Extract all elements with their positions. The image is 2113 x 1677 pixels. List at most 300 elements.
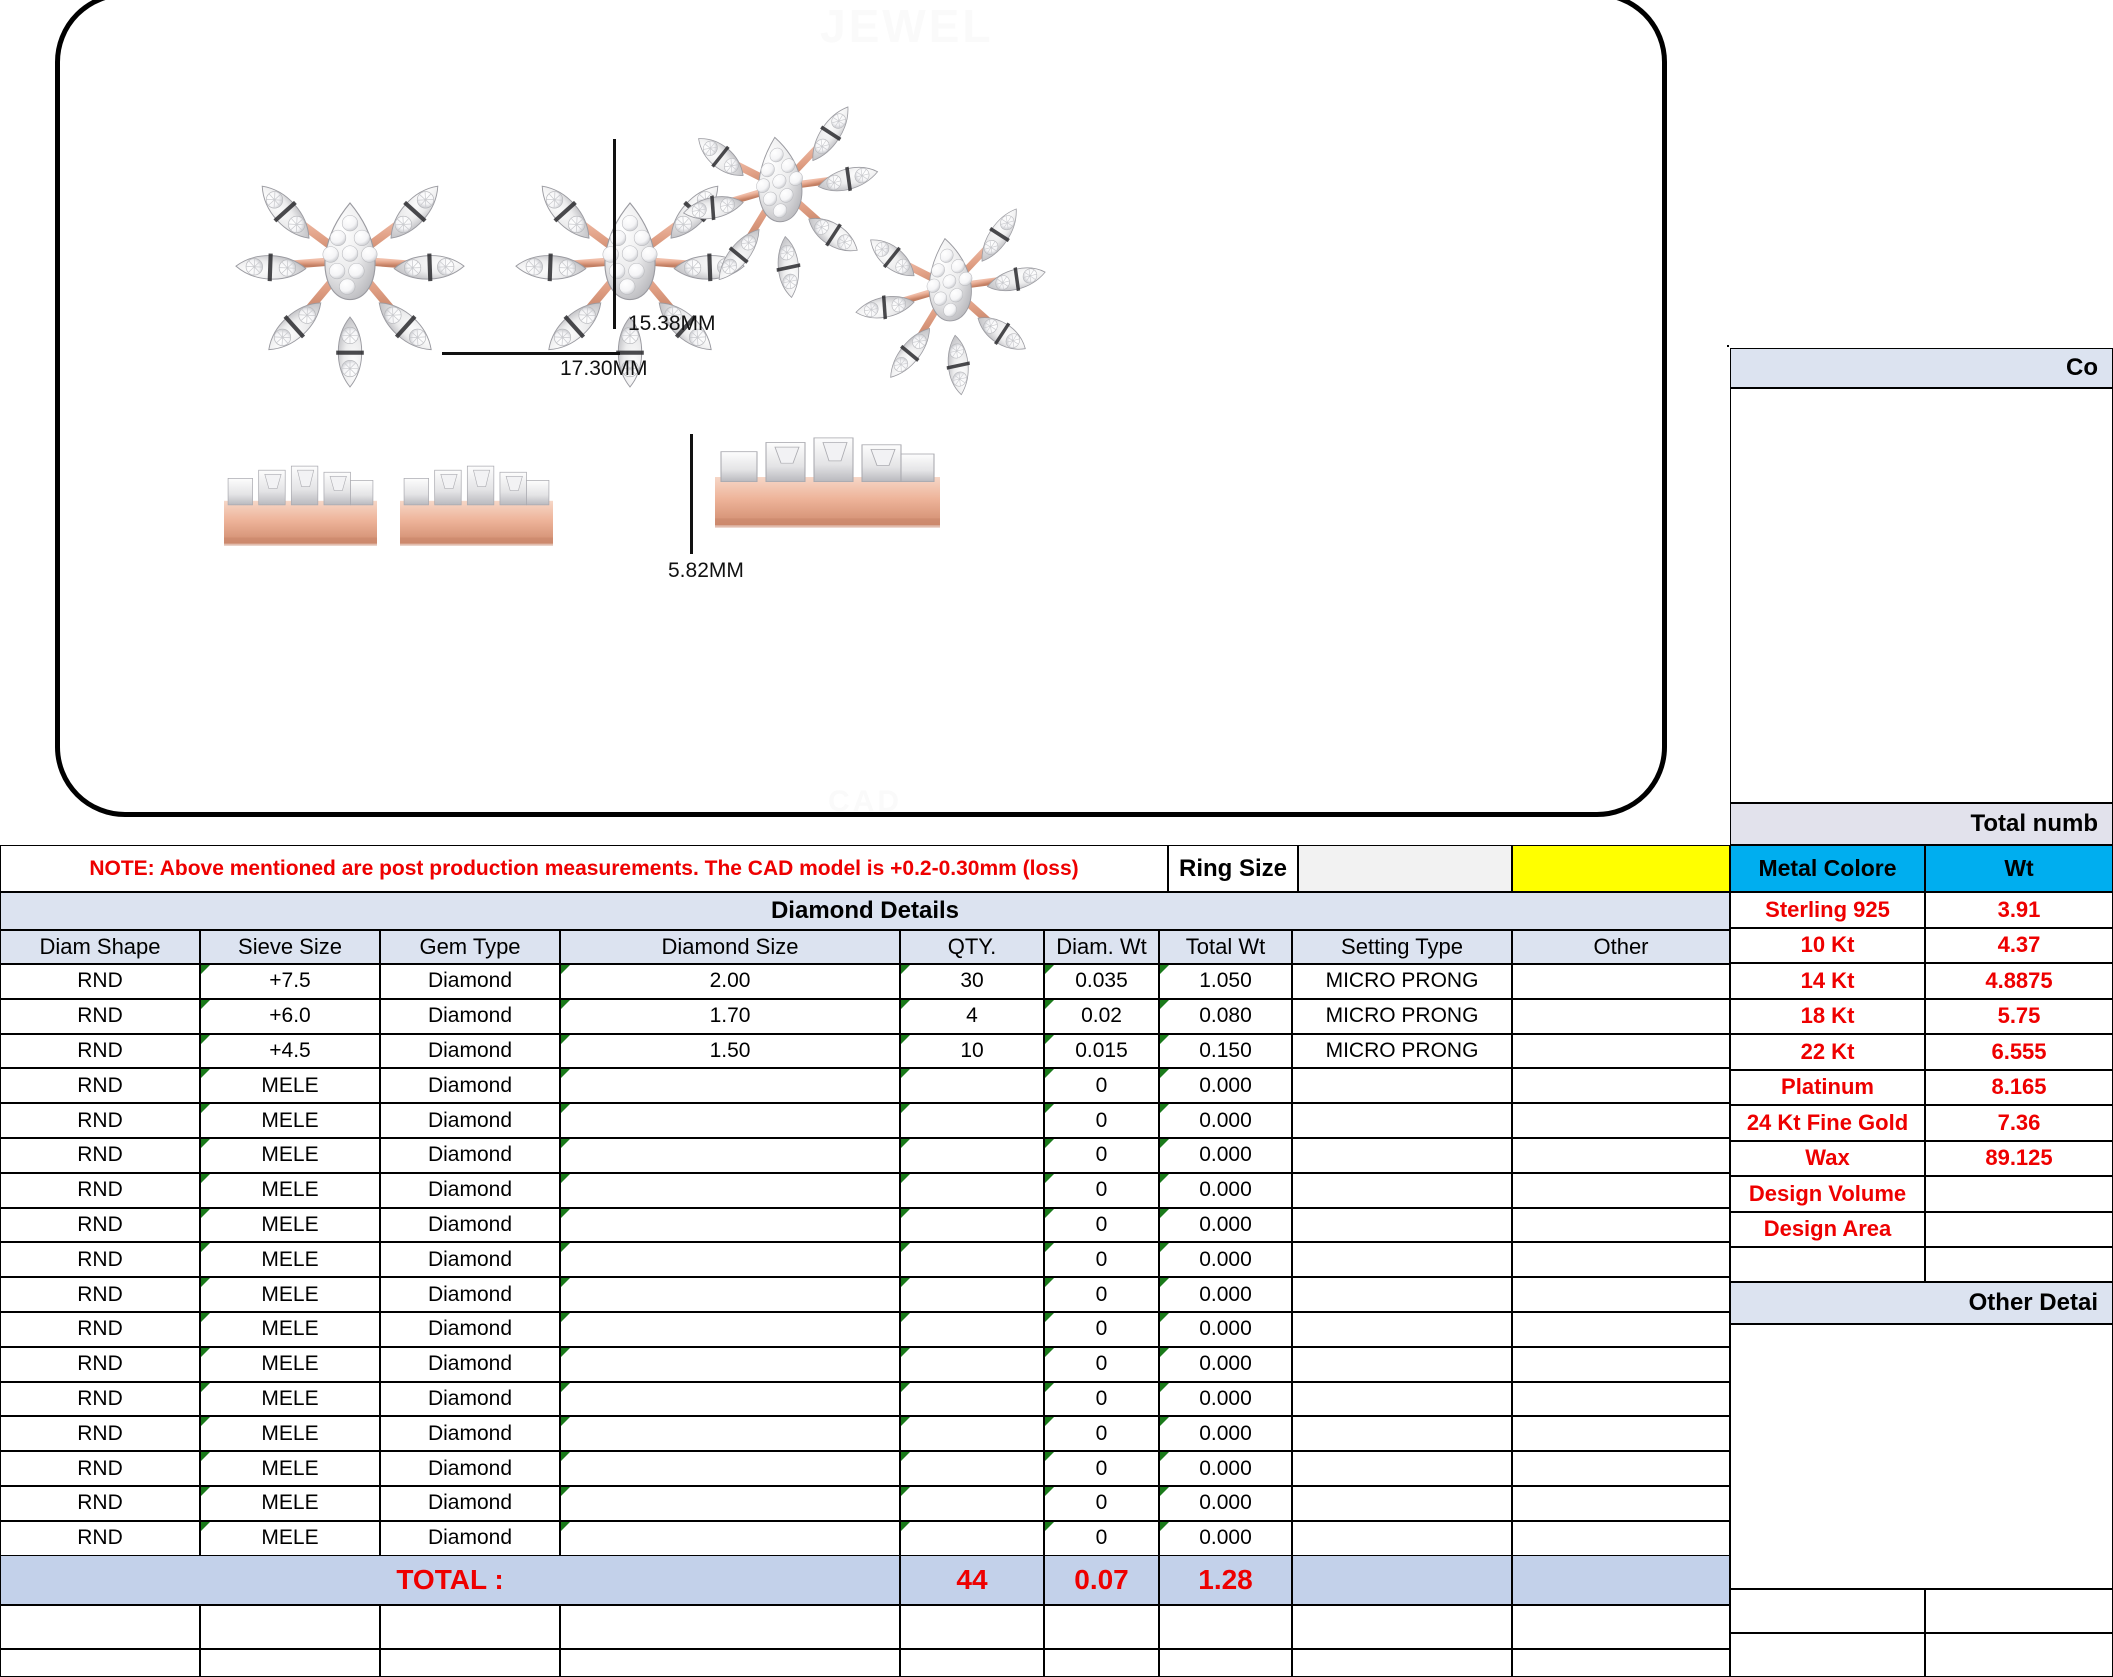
dd-cell-sieve[interactable]: MELE bbox=[200, 1521, 380, 1556]
dd-cell-shape[interactable]: RND bbox=[0, 1034, 200, 1069]
footer-blank-cell[interactable] bbox=[200, 1649, 380, 1677]
excel-error-indicator-icon bbox=[201, 1417, 210, 1426]
dd-cell-diam_wt[interactable]: 0 bbox=[1044, 1068, 1159, 1103]
excel-error-indicator-icon bbox=[561, 1313, 570, 1322]
dd-cell-size[interactable] bbox=[560, 1277, 900, 1312]
dd-cell-total_wt[interactable]: 0.000 bbox=[1159, 1277, 1292, 1312]
excel-error-indicator-icon bbox=[1045, 1000, 1054, 1009]
dd-cell-gem[interactable]: Diamond bbox=[380, 1242, 560, 1277]
total-diam-wt: 0.07 bbox=[1044, 1555, 1159, 1605]
dim-depth-label: 5.82MM bbox=[668, 559, 744, 582]
watermark-bottom: CAD bbox=[828, 785, 902, 817]
excel-error-indicator-icon bbox=[1045, 1035, 1054, 1044]
dd-cell-qty[interactable] bbox=[900, 1138, 1044, 1173]
excel-error-indicator-icon bbox=[901, 1313, 910, 1322]
dd-cell-diam_wt[interactable]: 0 bbox=[1044, 1208, 1159, 1243]
dim-height-label: 15.38MM bbox=[628, 312, 716, 335]
dd-cell-gem[interactable]: Diamond bbox=[380, 1416, 560, 1451]
dd-cell-shape[interactable]: RND bbox=[0, 999, 200, 1034]
metal-wt-cell[interactable]: 8.165 bbox=[1925, 1070, 2113, 1106]
dd-cell-size[interactable] bbox=[560, 1486, 900, 1521]
excel-error-indicator-icon bbox=[1045, 1209, 1054, 1218]
dd-cell-total_wt[interactable]: 0.000 bbox=[1159, 1103, 1292, 1138]
dd-cell-setting[interactable] bbox=[1292, 1242, 1512, 1277]
excel-error-indicator-icon bbox=[1160, 1069, 1169, 1078]
excel-error-indicator-icon bbox=[1160, 1348, 1169, 1357]
dd-cell-diam_wt[interactable]: 0 bbox=[1044, 1382, 1159, 1417]
excel-error-indicator-icon bbox=[1160, 1278, 1169, 1287]
dd-cell-setting[interactable] bbox=[1292, 1277, 1512, 1312]
dd-cell-setting[interactable] bbox=[1292, 1173, 1512, 1208]
dd-cell-shape[interactable]: RND bbox=[0, 1312, 200, 1347]
excel-error-indicator-icon bbox=[901, 1174, 910, 1183]
dd-cell-total_wt[interactable]: 0.000 bbox=[1159, 1138, 1292, 1173]
dd-cell-gem[interactable]: Diamond bbox=[380, 1486, 560, 1521]
dd-cell-other[interactable] bbox=[1512, 1347, 1730, 1382]
dd-cell-qty[interactable] bbox=[900, 1382, 1044, 1417]
dd-cell-other[interactable] bbox=[1512, 1521, 1730, 1556]
dd-cell-shape[interactable]: RND bbox=[0, 1416, 200, 1451]
dd-cell-qty[interactable] bbox=[900, 1486, 1044, 1521]
excel-error-indicator-icon bbox=[1045, 1383, 1054, 1392]
dd-cell-sieve[interactable]: MELE bbox=[200, 1312, 380, 1347]
excel-error-indicator-icon bbox=[901, 1417, 910, 1426]
dd-cell-diam_wt[interactable]: 0 bbox=[1044, 1416, 1159, 1451]
dd-cell-diam_wt[interactable]: 0.035 bbox=[1044, 964, 1159, 999]
excel-error-indicator-icon bbox=[1045, 1139, 1054, 1148]
excel-error-indicator-icon bbox=[901, 1278, 910, 1287]
excel-error-indicator-icon bbox=[901, 965, 910, 974]
dd-cell-total_wt[interactable]: 0.150 bbox=[1159, 1034, 1292, 1069]
footer-blank-cell[interactable] bbox=[560, 1605, 900, 1649]
dd-cell-other[interactable] bbox=[1512, 1382, 1730, 1417]
footer-blank-cell[interactable] bbox=[0, 1649, 200, 1677]
dd-cell-other[interactable] bbox=[1512, 1312, 1730, 1347]
dd-cell-other[interactable] bbox=[1512, 999, 1730, 1034]
dd-cell-size[interactable]: 1.50 bbox=[560, 1034, 900, 1069]
dd-cell-gem[interactable]: Diamond bbox=[380, 1208, 560, 1243]
footer-blank-cell[interactable] bbox=[1044, 1649, 1159, 1677]
dd-cell-qty[interactable]: 4 bbox=[900, 999, 1044, 1034]
dim-depth-line bbox=[690, 434, 693, 554]
dd-col-header-diam_wt: Diam. Wt bbox=[1044, 930, 1159, 964]
dd-cell-sieve[interactable]: +7.5 bbox=[200, 964, 380, 999]
excel-error-indicator-icon bbox=[561, 1452, 570, 1461]
total-setting-blank bbox=[1292, 1555, 1512, 1605]
footer-blank-cell[interactable] bbox=[900, 1605, 1044, 1649]
metal-wt-cell[interactable]: 4.37 bbox=[1925, 928, 2113, 964]
dd-cell-size[interactable] bbox=[560, 1347, 900, 1382]
excel-error-indicator-icon bbox=[201, 1348, 210, 1357]
dd-cell-gem[interactable]: Diamond bbox=[380, 1034, 560, 1069]
excel-error-indicator-icon bbox=[201, 1243, 210, 1252]
metal-wt-header: Wt bbox=[1925, 845, 2113, 892]
dd-cell-other[interactable] bbox=[1512, 1068, 1730, 1103]
footer-cell-r1c2[interactable] bbox=[1925, 1589, 2113, 1633]
dd-cell-gem[interactable]: Diamond bbox=[380, 1277, 560, 1312]
dd-cell-size[interactable] bbox=[560, 1242, 900, 1277]
excel-error-indicator-icon bbox=[1160, 1313, 1169, 1322]
dd-cell-diam_wt[interactable]: 0 bbox=[1044, 1173, 1159, 1208]
excel-error-indicator-icon bbox=[561, 1139, 570, 1148]
dd-cell-other[interactable] bbox=[1512, 1138, 1730, 1173]
dd-cell-qty[interactable] bbox=[900, 1521, 1044, 1556]
dd-cell-qty[interactable] bbox=[900, 1208, 1044, 1243]
dd-cell-total_wt[interactable]: 0.000 bbox=[1159, 1451, 1292, 1486]
excel-error-indicator-icon bbox=[901, 1209, 910, 1218]
dd-cell-other[interactable] bbox=[1512, 1034, 1730, 1069]
dd-cell-qty[interactable] bbox=[900, 1312, 1044, 1347]
excel-error-indicator-icon bbox=[561, 1209, 570, 1218]
dd-cell-qty[interactable] bbox=[900, 1103, 1044, 1138]
dd-cell-other[interactable] bbox=[1512, 964, 1730, 999]
dd-cell-size[interactable]: 1.70 bbox=[560, 999, 900, 1034]
dd-cell-gem[interactable]: Diamond bbox=[380, 999, 560, 1034]
footer-blank-cell[interactable] bbox=[900, 1649, 1044, 1677]
dd-cell-qty[interactable] bbox=[900, 1451, 1044, 1486]
dd-cell-size[interactable] bbox=[560, 1451, 900, 1486]
excel-error-indicator-icon bbox=[901, 1522, 910, 1531]
dd-cell-total_wt[interactable]: 0.000 bbox=[1159, 1208, 1292, 1243]
dd-cell-qty[interactable] bbox=[900, 1277, 1044, 1312]
dd-cell-size[interactable] bbox=[560, 1068, 900, 1103]
excel-error-indicator-icon bbox=[201, 1069, 210, 1078]
dd-cell-setting[interactable] bbox=[1292, 1382, 1512, 1417]
dd-cell-size[interactable] bbox=[560, 1208, 900, 1243]
footer-cell-r2c1[interactable] bbox=[1730, 1633, 1925, 1677]
comments-header: Co bbox=[1730, 348, 2113, 388]
dd-cell-shape[interactable]: RND bbox=[0, 1486, 200, 1521]
dd-cell-other[interactable] bbox=[1512, 1242, 1730, 1277]
excel-error-indicator-icon bbox=[1160, 1104, 1169, 1113]
dd-cell-size[interactable] bbox=[560, 1312, 900, 1347]
dd-cell-total_wt[interactable]: 0.000 bbox=[1159, 1242, 1292, 1277]
dd-cell-setting[interactable]: MICRO PRONG bbox=[1292, 1034, 1512, 1069]
excel-error-indicator-icon bbox=[1045, 1487, 1054, 1496]
dd-cell-other[interactable] bbox=[1512, 1486, 1730, 1521]
dd-cell-qty[interactable] bbox=[900, 1242, 1044, 1277]
dd-cell-diam_wt[interactable]: 0 bbox=[1044, 1451, 1159, 1486]
metal-blank-row-metal[interactable] bbox=[1730, 1247, 1925, 1282]
dd-cell-total_wt[interactable]: 0.080 bbox=[1159, 999, 1292, 1034]
excel-error-indicator-icon bbox=[561, 1243, 570, 1252]
footer-blank-cell[interactable] bbox=[1292, 1605, 1512, 1649]
excel-error-indicator-icon bbox=[1160, 965, 1169, 974]
metal-wt-cell[interactable]: 5.75 bbox=[1925, 999, 2113, 1035]
footer-blank-cell[interactable] bbox=[200, 1605, 380, 1649]
footer-blank-cell[interactable] bbox=[1044, 1605, 1159, 1649]
metal-name-cell: 24 Kt Fine Gold bbox=[1730, 1105, 1925, 1141]
dd-cell-gem[interactable]: Diamond bbox=[380, 1347, 560, 1382]
excel-error-indicator-icon bbox=[201, 1313, 210, 1322]
excel-error-indicator-icon bbox=[901, 1035, 910, 1044]
excel-error-indicator-icon bbox=[1045, 1452, 1054, 1461]
other-detail-body[interactable] bbox=[1730, 1324, 2113, 1589]
metal-name-cell: Wax bbox=[1730, 1141, 1925, 1177]
dd-cell-gem[interactable]: Diamond bbox=[380, 1173, 560, 1208]
excel-error-indicator-icon bbox=[561, 965, 570, 974]
excel-error-indicator-icon bbox=[201, 1487, 210, 1496]
dd-cell-diam_wt[interactable]: 0 bbox=[1044, 1312, 1159, 1347]
dd-cell-other[interactable] bbox=[1512, 1208, 1730, 1243]
excel-error-indicator-icon bbox=[201, 1209, 210, 1218]
dd-cell-gem[interactable]: Diamond bbox=[380, 1138, 560, 1173]
footer-blank-cell[interactable] bbox=[1159, 1649, 1292, 1677]
excel-error-indicator-icon bbox=[1045, 1313, 1054, 1322]
dd-cell-setting[interactable] bbox=[1292, 1486, 1512, 1521]
excel-error-indicator-icon bbox=[561, 1174, 570, 1183]
comments-body[interactable] bbox=[1730, 388, 2113, 803]
footer-cell-r2c2[interactable] bbox=[1925, 1633, 2113, 1677]
excel-error-indicator-icon bbox=[901, 1452, 910, 1461]
dd-cell-sieve[interactable]: MELE bbox=[200, 1347, 380, 1382]
excel-error-indicator-icon bbox=[901, 1383, 910, 1392]
metal-wt-cell[interactable]: 3.91 bbox=[1925, 892, 2113, 928]
excel-error-indicator-icon bbox=[1160, 1417, 1169, 1426]
dd-cell-gem[interactable]: Diamond bbox=[380, 1451, 560, 1486]
dd-cell-shape[interactable]: RND bbox=[0, 1242, 200, 1277]
dd-cell-total_wt[interactable]: 0.000 bbox=[1159, 1312, 1292, 1347]
excel-error-indicator-icon bbox=[561, 1417, 570, 1426]
ring-size-label: Ring Size bbox=[1168, 845, 1298, 892]
excel-error-indicator-icon bbox=[901, 1069, 910, 1078]
excel-error-indicator-icon bbox=[901, 1243, 910, 1252]
dd-cell-qty[interactable] bbox=[900, 1068, 1044, 1103]
metal-wt-cell[interactable] bbox=[1925, 1212, 2113, 1248]
total-label-cell bbox=[0, 1555, 900, 1605]
footer-blank-cell[interactable] bbox=[1512, 1649, 1730, 1677]
dd-cell-shape[interactable]: RND bbox=[0, 1347, 200, 1382]
excel-error-indicator-icon bbox=[1160, 1209, 1169, 1218]
dd-cell-shape[interactable]: RND bbox=[0, 1068, 200, 1103]
dd-cell-sieve[interactable]: MELE bbox=[200, 1486, 380, 1521]
excel-error-indicator-icon bbox=[201, 1383, 210, 1392]
dd-cell-gem[interactable]: Diamond bbox=[380, 1521, 560, 1556]
dd-cell-diam_wt[interactable]: 0 bbox=[1044, 1103, 1159, 1138]
excel-error-indicator-icon bbox=[201, 1278, 210, 1287]
dd-cell-gem[interactable]: Diamond bbox=[380, 1312, 560, 1347]
dd-cell-sieve[interactable]: MELE bbox=[200, 1451, 380, 1486]
earring-side-view-depth bbox=[715, 417, 1015, 547]
excel-error-indicator-icon bbox=[561, 1522, 570, 1531]
metal-wt-cell[interactable]: 4.8875 bbox=[1925, 963, 2113, 999]
dd-cell-other[interactable] bbox=[1512, 1173, 1730, 1208]
footer-cell-r1c1[interactable] bbox=[1730, 1589, 1925, 1633]
dim-width-line bbox=[442, 352, 620, 355]
dd-cell-qty[interactable]: 30 bbox=[900, 964, 1044, 999]
dd-cell-shape[interactable]: RND bbox=[0, 1173, 200, 1208]
dd-cell-sieve[interactable]: MELE bbox=[200, 1138, 380, 1173]
excel-error-indicator-icon bbox=[561, 1000, 570, 1009]
dd-cell-gem[interactable]: Diamond bbox=[380, 964, 560, 999]
dd-cell-shape[interactable]: RND bbox=[0, 964, 200, 999]
dd-cell-shape[interactable]: RND bbox=[0, 1521, 200, 1556]
dd-cell-sieve[interactable]: +4.5 bbox=[200, 1034, 380, 1069]
dd-cell-shape[interactable]: RND bbox=[0, 1277, 200, 1312]
dd-cell-shape[interactable]: RND bbox=[0, 1382, 200, 1417]
excel-error-indicator-icon bbox=[1045, 1522, 1054, 1531]
excel-error-indicator-icon bbox=[1045, 1243, 1054, 1252]
dd-cell-sieve[interactable]: MELE bbox=[200, 1277, 380, 1312]
excel-error-indicator-icon bbox=[561, 1383, 570, 1392]
dd-cell-size[interactable] bbox=[560, 1138, 900, 1173]
dd-cell-size[interactable] bbox=[560, 1416, 900, 1451]
dd-cell-shape[interactable]: RND bbox=[0, 1138, 200, 1173]
dd-cell-diam_wt[interactable]: 0 bbox=[1044, 1521, 1159, 1556]
excel-error-indicator-icon bbox=[1045, 1417, 1054, 1426]
dd-cell-diam_wt[interactable]: 0.02 bbox=[1044, 999, 1159, 1034]
dd-cell-diam_wt[interactable]: 0 bbox=[1044, 1347, 1159, 1382]
excel-error-indicator-icon bbox=[201, 1139, 210, 1148]
total-other-blank bbox=[1512, 1555, 1730, 1605]
dd-cell-qty[interactable] bbox=[900, 1347, 1044, 1382]
footer-blank-cell[interactable] bbox=[380, 1605, 560, 1649]
ring-size-value[interactable] bbox=[1298, 845, 1512, 892]
dd-col-header-size: Diamond Size bbox=[560, 930, 900, 964]
excel-error-indicator-icon bbox=[1160, 1174, 1169, 1183]
excel-error-indicator-icon bbox=[1160, 1452, 1169, 1461]
dd-cell-shape[interactable]: RND bbox=[0, 1208, 200, 1243]
dd-cell-shape[interactable]: RND bbox=[0, 1451, 200, 1486]
dd-cell-sieve[interactable]: MELE bbox=[200, 1242, 380, 1277]
watermark-top: JEWEL bbox=[820, 0, 994, 52]
dd-cell-setting[interactable]: MICRO PRONG bbox=[1292, 999, 1512, 1034]
ring-size-highlight-cell[interactable] bbox=[1512, 845, 1730, 892]
excel-error-indicator-icon bbox=[1045, 1069, 1054, 1078]
metal-colore-header: Metal Colore bbox=[1730, 845, 1925, 892]
dd-cell-sieve[interactable]: MELE bbox=[200, 1068, 380, 1103]
metal-wt-cell[interactable]: 89.125 bbox=[1925, 1141, 2113, 1177]
dim-height-line bbox=[613, 139, 616, 329]
dd-cell-size[interactable] bbox=[560, 1382, 900, 1417]
dd-col-header-sieve: Sieve Size bbox=[200, 930, 380, 964]
metal-name-cell: 18 Kt bbox=[1730, 999, 1925, 1035]
metal-name-cell: Design Area bbox=[1730, 1212, 1925, 1248]
excel-error-indicator-icon bbox=[901, 1139, 910, 1148]
metal-name-cell: 10 Kt bbox=[1730, 928, 1925, 964]
dd-col-header-other: Other bbox=[1512, 930, 1730, 964]
dd-cell-other[interactable] bbox=[1512, 1277, 1730, 1312]
dd-cell-setting[interactable] bbox=[1292, 1451, 1512, 1486]
footer-blank-cell[interactable] bbox=[380, 1649, 560, 1677]
excel-error-indicator-icon bbox=[201, 965, 210, 974]
dd-cell-total_wt[interactable]: 0.000 bbox=[1159, 1416, 1292, 1451]
excel-error-indicator-icon bbox=[561, 1104, 570, 1113]
metal-wt-cell[interactable] bbox=[1925, 1176, 2113, 1212]
excel-error-indicator-icon bbox=[201, 1452, 210, 1461]
metal-blank-row-wt[interactable] bbox=[1925, 1247, 2113, 1282]
excel-error-indicator-icon bbox=[201, 1522, 210, 1531]
dd-cell-sieve[interactable]: +6.0 bbox=[200, 999, 380, 1034]
footer-blank-cell[interactable] bbox=[0, 1605, 200, 1649]
note-row bbox=[0, 845, 1168, 892]
footer-blank-cell[interactable] bbox=[1159, 1605, 1292, 1649]
dd-cell-total_wt[interactable]: 0.000 bbox=[1159, 1521, 1292, 1556]
dd-cell-setting[interactable]: MICRO PRONG bbox=[1292, 964, 1512, 999]
dim-width-label: 17.30MM bbox=[560, 357, 648, 380]
dd-cell-diam_wt[interactable]: 0 bbox=[1044, 1486, 1159, 1521]
dd-cell-total_wt[interactable]: 0.000 bbox=[1159, 1173, 1292, 1208]
dd-cell-setting[interactable] bbox=[1292, 1068, 1512, 1103]
excel-error-indicator-icon bbox=[561, 1487, 570, 1496]
metal-wt-cell[interactable]: 7.36 bbox=[1925, 1105, 2113, 1141]
dd-cell-sieve[interactable]: MELE bbox=[200, 1208, 380, 1243]
excel-error-indicator-icon bbox=[201, 1000, 210, 1009]
dd-cell-total_wt[interactable]: 0.000 bbox=[1159, 1382, 1292, 1417]
dd-cell-shape[interactable]: RND bbox=[0, 1103, 200, 1138]
dd-cell-total_wt[interactable]: 0.000 bbox=[1159, 1068, 1292, 1103]
dd-cell-setting[interactable] bbox=[1292, 1208, 1512, 1243]
dd-cell-other[interactable] bbox=[1512, 1103, 1730, 1138]
dd-cell-setting[interactable] bbox=[1292, 1521, 1512, 1556]
dd-cell-other[interactable] bbox=[1512, 1416, 1730, 1451]
excel-error-indicator-icon bbox=[1160, 1139, 1169, 1148]
earring-pair-side-view bbox=[220, 452, 620, 562]
footer-blank-cell[interactable] bbox=[1512, 1605, 1730, 1649]
dd-cell-gem[interactable]: Diamond bbox=[380, 1103, 560, 1138]
dd-cell-setting[interactable] bbox=[1292, 1103, 1512, 1138]
excel-error-indicator-icon bbox=[1045, 1278, 1054, 1287]
dd-cell-qty[interactable] bbox=[900, 1416, 1044, 1451]
excel-error-indicator-icon bbox=[1160, 1035, 1169, 1044]
dd-cell-size[interactable] bbox=[560, 1521, 900, 1556]
dd-cell-size[interactable] bbox=[560, 1103, 900, 1138]
footer-blank-cell[interactable] bbox=[1292, 1649, 1512, 1677]
dd-cell-sieve[interactable]: MELE bbox=[200, 1173, 380, 1208]
excel-error-indicator-icon bbox=[901, 1000, 910, 1009]
dd-cell-total_wt[interactable]: 0.000 bbox=[1159, 1347, 1292, 1382]
dd-cell-sieve[interactable]: MELE bbox=[200, 1382, 380, 1417]
metal-name-cell: Platinum bbox=[1730, 1070, 1925, 1106]
excel-error-indicator-icon bbox=[1160, 1487, 1169, 1496]
dd-cell-setting[interactable] bbox=[1292, 1416, 1512, 1451]
right-spacer-top bbox=[1727, 345, 1729, 347]
dd-cell-other[interactable] bbox=[1512, 1451, 1730, 1486]
note-text: NOTE: Above mentioned are post production measurements. The CAD model is +0.2-0.30mm (loss) bbox=[89, 856, 1079, 880]
dd-cell-sieve[interactable]: MELE bbox=[200, 1416, 380, 1451]
dd-col-header-gem: Gem Type bbox=[380, 930, 560, 964]
metal-name-cell: Design Volume bbox=[1730, 1176, 1925, 1212]
dd-cell-qty[interactable]: 10 bbox=[900, 1034, 1044, 1069]
dd-cell-gem[interactable]: Diamond bbox=[380, 1382, 560, 1417]
dd-cell-diam_wt[interactable]: 0.015 bbox=[1044, 1034, 1159, 1069]
dd-cell-setting[interactable] bbox=[1292, 1347, 1512, 1382]
dd-cell-setting[interactable] bbox=[1292, 1138, 1512, 1173]
excel-error-indicator-icon bbox=[1160, 1000, 1169, 1009]
dd-cell-total_wt[interactable]: 0.000 bbox=[1159, 1486, 1292, 1521]
excel-error-indicator-icon bbox=[201, 1104, 210, 1113]
excel-error-indicator-icon bbox=[201, 1035, 210, 1044]
dd-cell-setting[interactable] bbox=[1292, 1312, 1512, 1347]
excel-error-indicator-icon bbox=[1160, 1243, 1169, 1252]
dd-cell-gem[interactable]: Diamond bbox=[380, 1068, 560, 1103]
dd-cell-size[interactable]: 2.00 bbox=[560, 964, 900, 999]
dd-cell-total_wt[interactable]: 1.050 bbox=[1159, 964, 1292, 999]
cad-render-panel bbox=[55, 0, 1667, 817]
footer-blank-cell[interactable] bbox=[560, 1649, 900, 1677]
dd-cell-size[interactable] bbox=[560, 1173, 900, 1208]
dd-cell-diam_wt[interactable]: 0 bbox=[1044, 1138, 1159, 1173]
excel-error-indicator-icon bbox=[561, 1069, 570, 1078]
dd-cell-qty[interactable] bbox=[900, 1173, 1044, 1208]
excel-error-indicator-icon bbox=[1160, 1522, 1169, 1531]
dd-cell-diam_wt[interactable]: 0 bbox=[1044, 1242, 1159, 1277]
dd-cell-sieve[interactable]: MELE bbox=[200, 1103, 380, 1138]
metal-wt-cell[interactable]: 6.555 bbox=[1925, 1034, 2113, 1070]
dd-col-header-total_wt: Total Wt bbox=[1159, 930, 1292, 964]
dd-cell-diam_wt[interactable]: 0 bbox=[1044, 1277, 1159, 1312]
excel-error-indicator-icon bbox=[1160, 1383, 1169, 1392]
